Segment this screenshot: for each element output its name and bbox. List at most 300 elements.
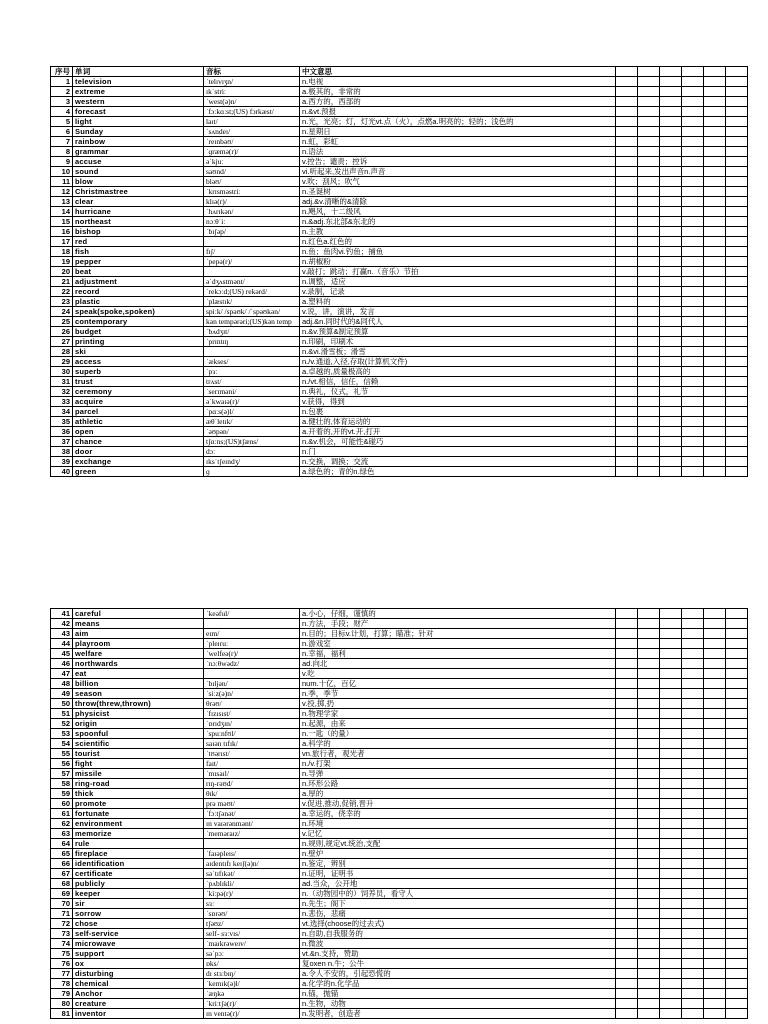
blank-cell bbox=[682, 789, 704, 799]
meaning: n.&v.预算&制定预算 bbox=[300, 327, 616, 337]
phonetic: ˈprɪntɪŋ bbox=[204, 337, 300, 347]
meaning: n.目的；目标v.计划，打算；瞄准；针对 bbox=[300, 629, 616, 639]
phonetic: tʃɑːns;(US)tʃæns/ bbox=[204, 437, 300, 447]
row-number: 23 bbox=[51, 297, 73, 307]
blank-cell bbox=[704, 377, 726, 387]
phonetic: ˈmɪsaɪl/ bbox=[204, 769, 300, 779]
table-row bbox=[51, 227, 748, 237]
row-number: 58 bbox=[51, 779, 73, 789]
blank-cell bbox=[726, 107, 748, 117]
phonetic: ˈɡræmə(r)/ bbox=[204, 147, 300, 157]
blank-cell bbox=[704, 157, 726, 167]
row-number: 49 bbox=[51, 689, 73, 699]
table-row bbox=[51, 819, 748, 829]
blank-cell bbox=[682, 689, 704, 699]
row-number: 28 bbox=[51, 347, 73, 357]
blank-cell bbox=[682, 699, 704, 709]
blank-cell bbox=[660, 347, 682, 357]
blank-cell bbox=[704, 247, 726, 257]
blank-cell bbox=[616, 227, 638, 237]
blank-cell bbox=[704, 417, 726, 427]
blank-cell bbox=[638, 919, 660, 929]
word: sir bbox=[73, 899, 204, 909]
phonetic: ˈkrɪsməstriː bbox=[204, 187, 300, 197]
blank-cell bbox=[682, 729, 704, 739]
blank-cell bbox=[638, 779, 660, 789]
row-number: 14 bbox=[51, 207, 73, 217]
table-row bbox=[51, 1009, 748, 1019]
blank-cell bbox=[660, 889, 682, 899]
blank-cell bbox=[726, 307, 748, 317]
meaning: n.游戏室 bbox=[300, 639, 616, 649]
blank-cell bbox=[616, 679, 638, 689]
word: certificate bbox=[73, 869, 204, 879]
word: memorize bbox=[73, 829, 204, 839]
table-row bbox=[51, 187, 748, 197]
phonetic: ˈpɜː bbox=[204, 367, 300, 377]
blank-cell bbox=[682, 879, 704, 889]
word: acquire bbox=[73, 397, 204, 407]
blank-cell bbox=[682, 919, 704, 929]
blank-cell bbox=[660, 749, 682, 759]
meaning: a.开着的,开的vt.开,打开 bbox=[300, 427, 616, 437]
meaning: n.锚，抛锚 bbox=[300, 989, 616, 999]
blank-cell bbox=[616, 457, 638, 467]
table-row bbox=[51, 337, 748, 347]
blank-cell bbox=[726, 267, 748, 277]
blank-cell bbox=[660, 397, 682, 407]
word: Anchor bbox=[73, 989, 204, 999]
meaning: n.（动物园中的）饲养员，看守人 bbox=[300, 889, 616, 899]
blank-cell bbox=[704, 1009, 726, 1019]
blank-cell bbox=[638, 287, 660, 297]
blank-cell bbox=[704, 297, 726, 307]
word: northeast bbox=[73, 217, 204, 227]
blank-cell bbox=[616, 849, 638, 859]
blank-cell bbox=[726, 699, 748, 709]
row-number: 70 bbox=[51, 899, 73, 909]
blank-cell bbox=[616, 1009, 638, 1019]
blank-cell bbox=[616, 799, 638, 809]
table-row bbox=[51, 427, 748, 437]
row-number: 40 bbox=[51, 467, 73, 477]
row-number: 44 bbox=[51, 639, 73, 649]
blank-cell bbox=[638, 849, 660, 859]
phonetic: spiːk/ /spəʊk/ /ˈspəʊkən/ bbox=[204, 307, 300, 317]
word: light bbox=[73, 117, 204, 127]
blank-cell bbox=[616, 267, 638, 277]
row-number: 11 bbox=[51, 177, 73, 187]
blank-cell bbox=[660, 107, 682, 117]
blank-cell bbox=[660, 769, 682, 779]
phonetic: prə məʊt/ bbox=[204, 799, 300, 809]
word: eat bbox=[73, 669, 204, 679]
blank-cell bbox=[682, 799, 704, 809]
blank-cell bbox=[682, 407, 704, 417]
phonetic: ɪkˈstriː bbox=[204, 87, 300, 97]
phonetic: ˈplæstɪk/ bbox=[204, 297, 300, 307]
blank-cell bbox=[638, 649, 660, 659]
word: rainbow bbox=[73, 137, 204, 147]
blank-cell bbox=[726, 87, 748, 97]
blank-cell bbox=[704, 397, 726, 407]
meaning: n.星期日 bbox=[300, 127, 616, 137]
row-number: 65 bbox=[51, 849, 73, 859]
blank-cell bbox=[638, 639, 660, 649]
phonetic: aɪdentɪfɪ keɪʃ(ə)n/ bbox=[204, 859, 300, 869]
blank-cell bbox=[726, 609, 748, 619]
meaning: vt.&n.支持，赞助 bbox=[300, 949, 616, 959]
word: Sunday bbox=[73, 127, 204, 137]
meaning: n.圣诞树 bbox=[300, 187, 616, 197]
blank-cell bbox=[726, 979, 748, 989]
meaning: n.交换，调换；交流 bbox=[300, 457, 616, 467]
meaning: n.幸福，福利 bbox=[300, 649, 616, 659]
phonetic: ɒks/ bbox=[204, 959, 300, 969]
blank-cell bbox=[638, 759, 660, 769]
blank-cell bbox=[704, 629, 726, 639]
row-number: 57 bbox=[51, 769, 73, 779]
blank-cell bbox=[638, 1009, 660, 1019]
blank-cell bbox=[726, 97, 748, 107]
blank-cell bbox=[638, 679, 660, 689]
blank-cell bbox=[638, 117, 660, 127]
blank-cell bbox=[704, 879, 726, 889]
table-row bbox=[51, 387, 748, 397]
blank-cell bbox=[616, 909, 638, 919]
table-row bbox=[51, 689, 748, 699]
meaning: n.环境 bbox=[300, 819, 616, 829]
meaning: n.典礼，仪式，礼节 bbox=[300, 387, 616, 397]
blank-cell bbox=[660, 959, 682, 969]
blank-cell bbox=[704, 649, 726, 659]
phonetic: səˈtɪfɪkət/ bbox=[204, 869, 300, 879]
blank-cell bbox=[726, 659, 748, 669]
blank-cell bbox=[726, 437, 748, 447]
blank-cell bbox=[638, 709, 660, 719]
blank-cell bbox=[682, 117, 704, 127]
row-number: 61 bbox=[51, 809, 73, 819]
word: parcel bbox=[73, 407, 204, 417]
blank-cell bbox=[660, 699, 682, 709]
blank-cell bbox=[726, 849, 748, 859]
row-number: 6 bbox=[51, 127, 73, 137]
phonetic: ˈmaɪkrəweɪv/ bbox=[204, 939, 300, 949]
word: inventor bbox=[73, 1009, 204, 1019]
blank-cell bbox=[616, 397, 638, 407]
blank-cell bbox=[616, 77, 638, 87]
blank-cell bbox=[704, 929, 726, 939]
word: welfare bbox=[73, 649, 204, 659]
blank-cell bbox=[616, 869, 638, 879]
blank-cell bbox=[660, 277, 682, 287]
phonetic: 音标 bbox=[204, 67, 300, 77]
row-number: 77 bbox=[51, 969, 73, 979]
word: northwards bbox=[73, 659, 204, 669]
blank-cell bbox=[682, 67, 704, 77]
blank-cell bbox=[682, 979, 704, 989]
phonetic: əˈdʒʌstmənt/ bbox=[204, 277, 300, 287]
phonetic: ˈfaɪəpleɪs/ bbox=[204, 849, 300, 859]
blank-cell bbox=[616, 939, 638, 949]
blank-cell bbox=[726, 719, 748, 729]
blank-cell bbox=[638, 327, 660, 337]
blank-cell bbox=[682, 77, 704, 87]
blank-cell bbox=[704, 407, 726, 417]
blank-cell bbox=[660, 147, 682, 157]
row-number: 69 bbox=[51, 889, 73, 899]
blank-cell bbox=[726, 147, 748, 157]
blank-cell bbox=[660, 457, 682, 467]
blank-cell bbox=[704, 719, 726, 729]
meaning: a.塑料的 bbox=[300, 297, 616, 307]
blank-cell bbox=[682, 849, 704, 859]
meaning: n.门 bbox=[300, 447, 616, 457]
blank-cell bbox=[638, 819, 660, 829]
table-row bbox=[51, 639, 748, 649]
word: origin bbox=[73, 719, 204, 729]
word: television bbox=[73, 77, 204, 87]
blank-cell bbox=[638, 749, 660, 759]
blank-cell bbox=[682, 197, 704, 207]
phonetic: ˈwest(ə)n/ bbox=[204, 97, 300, 107]
blank-cell bbox=[682, 939, 704, 949]
blank-cell bbox=[616, 407, 638, 417]
table-row bbox=[51, 889, 748, 899]
blank-cell bbox=[660, 849, 682, 859]
blank-cell bbox=[616, 127, 638, 137]
phonetic: ˈhʌrɪkən/ bbox=[204, 207, 300, 217]
blank-cell bbox=[660, 377, 682, 387]
phonetic: ˈserɪməni/ bbox=[204, 387, 300, 397]
table-row bbox=[51, 317, 748, 327]
blank-cell bbox=[660, 979, 682, 989]
table-row bbox=[51, 739, 748, 749]
blank-cell bbox=[638, 769, 660, 779]
blank-cell bbox=[726, 959, 748, 969]
row-number: 32 bbox=[51, 387, 73, 397]
row-number: 64 bbox=[51, 839, 73, 849]
table-row bbox=[51, 147, 748, 157]
blank-cell bbox=[660, 949, 682, 959]
table-row bbox=[51, 809, 748, 819]
blank-cell bbox=[616, 969, 638, 979]
word: red bbox=[73, 237, 204, 247]
meaning: a.绿色的；青的n.绿色 bbox=[300, 467, 616, 477]
phonetic bbox=[204, 267, 300, 277]
blank-cell bbox=[704, 447, 726, 457]
table-row bbox=[51, 347, 748, 357]
blank-cell bbox=[660, 137, 682, 147]
phonetic: ˈtʊərɪst/ bbox=[204, 749, 300, 759]
blank-cell bbox=[616, 749, 638, 759]
blank-cell bbox=[704, 889, 726, 899]
blank-cell bbox=[726, 467, 748, 477]
blank-cell bbox=[616, 609, 638, 619]
phonetic: faɪt/ bbox=[204, 759, 300, 769]
blank-cell bbox=[638, 67, 660, 77]
blank-cell bbox=[682, 769, 704, 779]
blank-cell bbox=[638, 357, 660, 367]
row-number: 31 bbox=[51, 377, 73, 387]
blank-cell bbox=[660, 669, 682, 679]
blank-cell bbox=[726, 117, 748, 127]
blank-cell bbox=[660, 929, 682, 939]
blank-cell bbox=[726, 387, 748, 397]
blank-cell bbox=[638, 267, 660, 277]
word: superb bbox=[73, 367, 204, 377]
blank-cell bbox=[682, 337, 704, 347]
blank-cell bbox=[726, 909, 748, 919]
word: blow bbox=[73, 177, 204, 187]
blank-cell bbox=[682, 427, 704, 437]
meaning: a.化学的n.化学品 bbox=[300, 979, 616, 989]
phonetic: əˈkwaɪə(r)/ bbox=[204, 397, 300, 407]
table-row bbox=[51, 157, 748, 167]
blank-cell bbox=[682, 417, 704, 427]
blank-cell bbox=[682, 237, 704, 247]
meaning: a.科学的 bbox=[300, 739, 616, 749]
phonetic: ˈfɔːtʃənət/ bbox=[204, 809, 300, 819]
blank-cell bbox=[616, 699, 638, 709]
blank-cell bbox=[616, 829, 638, 839]
meaning: v.记忆 bbox=[300, 829, 616, 839]
blank-cell bbox=[704, 969, 726, 979]
row-number: 71 bbox=[51, 909, 73, 919]
word: sound bbox=[73, 167, 204, 177]
meaning: n.&v.机会，可能性&碰巧 bbox=[300, 437, 616, 447]
blank-cell bbox=[704, 919, 726, 929]
meaning: n./v.通道,入径,存取(计算机文件) bbox=[300, 357, 616, 367]
blank-cell bbox=[682, 277, 704, 287]
table-row bbox=[51, 117, 748, 127]
blank-cell bbox=[638, 207, 660, 217]
blank-cell bbox=[726, 929, 748, 939]
blank-cell bbox=[704, 307, 726, 317]
word: accuse bbox=[73, 157, 204, 167]
table-row bbox=[51, 327, 748, 337]
blank-cell bbox=[660, 117, 682, 127]
blank-cell bbox=[638, 137, 660, 147]
blank-cell bbox=[682, 317, 704, 327]
meaning: 复oxen n.牛；公牛 bbox=[300, 959, 616, 969]
phonetic: ˈfɔːkɑːst;(US) fɔrkæst/ bbox=[204, 107, 300, 117]
row-number: 30 bbox=[51, 367, 73, 377]
blank-cell bbox=[726, 397, 748, 407]
word: access bbox=[73, 357, 204, 367]
blank-cell bbox=[638, 467, 660, 477]
blank-cell bbox=[682, 267, 704, 277]
blank-cell bbox=[704, 999, 726, 1009]
blank-cell bbox=[682, 609, 704, 619]
table-row bbox=[51, 849, 748, 859]
table-row bbox=[51, 87, 748, 97]
blank-cell bbox=[726, 127, 748, 137]
blank-cell bbox=[660, 799, 682, 809]
table-row bbox=[51, 629, 748, 639]
table-row bbox=[51, 969, 748, 979]
blank-cell bbox=[638, 909, 660, 919]
blank-cell bbox=[726, 899, 748, 909]
row-number: 38 bbox=[51, 447, 73, 457]
row-number: 17 bbox=[51, 237, 73, 247]
blank-cell bbox=[660, 659, 682, 669]
blank-cell bbox=[726, 939, 748, 949]
row-number: 1 bbox=[51, 77, 73, 87]
blank-cell bbox=[638, 929, 660, 939]
phonetic: ˈsʌndeɪ/ bbox=[204, 127, 300, 137]
blank-cell bbox=[616, 347, 638, 357]
blank-cell bbox=[682, 749, 704, 759]
meaning: n.主教 bbox=[300, 227, 616, 237]
blank-cell bbox=[704, 137, 726, 147]
blank-cell bbox=[704, 347, 726, 357]
word: printing bbox=[73, 337, 204, 347]
table-row bbox=[51, 909, 748, 919]
meaning: n.语法 bbox=[300, 147, 616, 157]
table-row bbox=[51, 789, 748, 799]
blank-cell bbox=[682, 207, 704, 217]
blank-cell bbox=[726, 649, 748, 659]
phonetic: trʌst/ bbox=[204, 377, 300, 387]
blank-cell bbox=[660, 919, 682, 929]
phonetic: ɪksˈtʃeɪndʒ/ bbox=[204, 457, 300, 467]
blank-cell bbox=[726, 919, 748, 929]
blank-cell bbox=[682, 649, 704, 659]
blank-cell bbox=[660, 197, 682, 207]
row-number: 74 bbox=[51, 939, 73, 949]
blank-cell bbox=[616, 367, 638, 377]
blank-cell bbox=[704, 959, 726, 969]
blank-cell bbox=[704, 949, 726, 959]
blank-cell bbox=[660, 287, 682, 297]
row-number: 76 bbox=[51, 959, 73, 969]
meaning: n.电视 bbox=[300, 77, 616, 87]
table-row bbox=[51, 929, 748, 939]
blank-cell bbox=[616, 789, 638, 799]
meaning: v.投,掷,扔 bbox=[300, 699, 616, 709]
blank-cell bbox=[638, 347, 660, 357]
word: means bbox=[73, 619, 204, 629]
blank-cell bbox=[638, 157, 660, 167]
blank-cell bbox=[638, 147, 660, 157]
blank-cell bbox=[660, 417, 682, 427]
table-row bbox=[51, 679, 748, 689]
blank-cell bbox=[726, 779, 748, 789]
blank-cell bbox=[682, 659, 704, 669]
blank-cell bbox=[616, 137, 638, 147]
row-number: 47 bbox=[51, 669, 73, 679]
blank-cell bbox=[660, 789, 682, 799]
meaning: n.生物，动物 bbox=[300, 999, 616, 1009]
table-row bbox=[51, 999, 748, 1009]
blank-cell bbox=[660, 719, 682, 729]
blank-cell bbox=[638, 729, 660, 739]
blank-cell bbox=[638, 277, 660, 287]
blank-cell bbox=[616, 157, 638, 167]
blank-cell bbox=[726, 317, 748, 327]
blank-cell bbox=[660, 829, 682, 839]
phonetic: fɪʃ/ bbox=[204, 247, 300, 257]
blank-cell bbox=[726, 969, 748, 979]
word: plastic bbox=[73, 297, 204, 307]
row-number: 8 bbox=[51, 147, 73, 157]
table-row bbox=[51, 287, 748, 297]
blank-cell bbox=[704, 799, 726, 809]
blank-cell bbox=[638, 297, 660, 307]
blank-cell bbox=[616, 307, 638, 317]
blank-cell bbox=[638, 789, 660, 799]
